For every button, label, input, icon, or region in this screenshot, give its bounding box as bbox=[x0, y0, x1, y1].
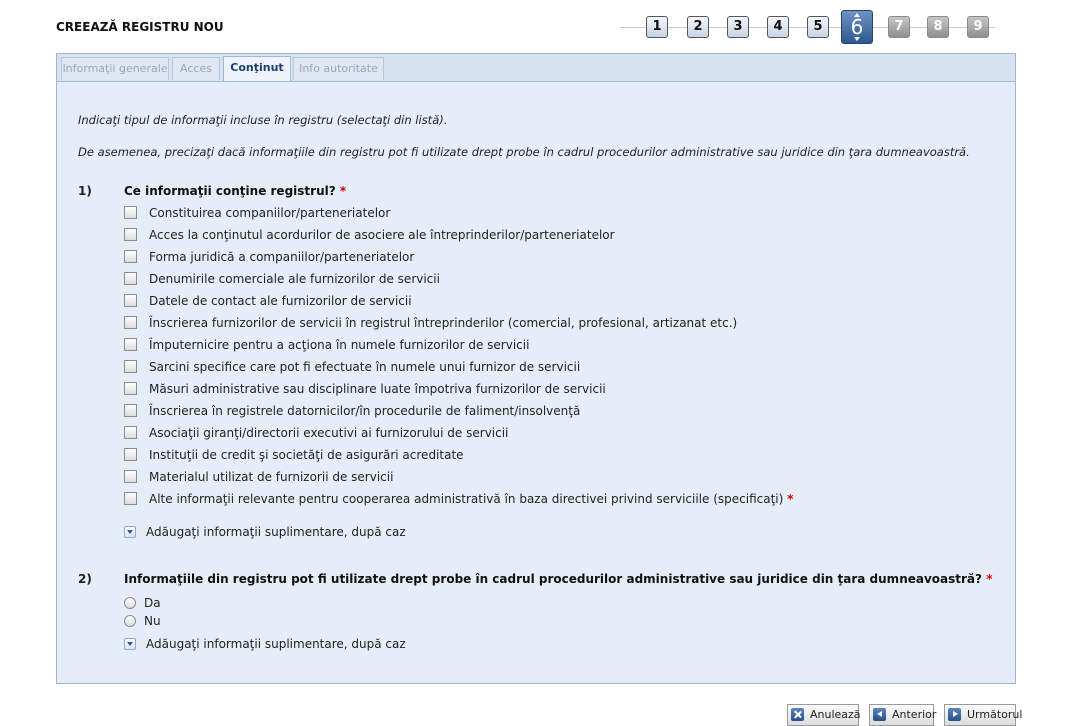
option-label: Sarcini specifice care pot fi efectuate în numele unui furnizor de servicii bbox=[149, 360, 581, 374]
checkbox[interactable] bbox=[124, 448, 137, 461]
question-1-text bbox=[124, 184, 346, 198]
required-marker: * bbox=[986, 572, 993, 586]
radio-button[interactable] bbox=[124, 597, 136, 609]
checkbox[interactable] bbox=[124, 426, 137, 439]
radio-button[interactable] bbox=[124, 615, 136, 627]
checkbox[interactable] bbox=[124, 250, 137, 263]
option-label: Forma juridică a companiilor/parteneriatelor bbox=[149, 250, 415, 264]
checkbox[interactable] bbox=[124, 404, 137, 417]
option-label: Materialul utilizat de furnizorii de servicii bbox=[149, 470, 394, 484]
checkbox[interactable] bbox=[124, 492, 137, 505]
required-marker: * bbox=[787, 492, 794, 506]
q1-option-11[interactable] bbox=[124, 426, 508, 442]
option-label: Denumirile comerciale ale furnizorilor de servicii bbox=[149, 272, 440, 286]
option-label: Acces la conţinutul acordurilor de asociere ale întreprinderilor/parteneriatelor bbox=[149, 228, 615, 242]
checkbox[interactable] bbox=[124, 272, 137, 285]
q1-option-2[interactable] bbox=[124, 228, 615, 244]
tab-access[interactable]: Acces bbox=[172, 57, 220, 80]
q1-option-13[interactable] bbox=[124, 470, 393, 486]
intro-text-2: De asemenea, precizaţi dacă informaţiile din registru pot fi utilizate drept probe în cadrul procedurilor administrative sau juridice din ţara dumneavoastră. bbox=[78, 145, 970, 159]
add-info-label: Adăugaţi informaţii suplimentare, după caz bbox=[146, 637, 406, 651]
next-button[interactable] bbox=[944, 704, 1023, 726]
option-label: Împuternicire pentru a acţiona în numele furnizorilor de servicii bbox=[149, 338, 530, 352]
page-title: CREEAZĂ REGISTRU NOU bbox=[56, 20, 224, 34]
option-label: Da bbox=[144, 596, 161, 610]
option-label: Datele de contact ale furnizorilor de servicii bbox=[149, 294, 412, 308]
tab-content[interactable]: Conţinut bbox=[223, 56, 291, 81]
required-marker: * bbox=[339, 184, 347, 198]
q1-option-10[interactable] bbox=[124, 404, 580, 420]
down-arrow-icon bbox=[854, 37, 860, 41]
step-2-button[interactable]: 2 bbox=[687, 16, 709, 38]
q2-option-yes[interactable] bbox=[124, 596, 161, 612]
option-label: Instituţii de credit şi societăţi de asigurări acreditate bbox=[149, 448, 464, 462]
question-2-text bbox=[124, 572, 992, 586]
up-arrow-icon bbox=[854, 13, 860, 17]
q1-add-info-toggle[interactable] bbox=[124, 525, 406, 539]
previous-label: Anterior bbox=[892, 708, 937, 721]
checkbox[interactable] bbox=[124, 360, 137, 373]
tab-general-info[interactable]: Informaţii generale bbox=[61, 57, 169, 80]
checkbox[interactable] bbox=[124, 228, 137, 241]
q2-option-no[interactable] bbox=[124, 614, 161, 630]
wizard-stepper bbox=[620, 8, 995, 48]
checkbox[interactable] bbox=[124, 316, 137, 329]
intro-text-1: Indicaţi tipul de informaţii incluse în registru (selectaţi din listă). bbox=[78, 113, 448, 127]
arrow-left-icon bbox=[873, 708, 886, 721]
q1-option-7[interactable] bbox=[124, 338, 529, 354]
q2-add-info-toggle[interactable] bbox=[124, 637, 406, 651]
q1-option-12[interactable] bbox=[124, 448, 464, 464]
add-info-label: Adăugaţi informaţii suplimentare, după caz bbox=[146, 525, 406, 539]
q1-option-3[interactable] bbox=[124, 250, 414, 266]
step-1-button[interactable]: 1 bbox=[646, 16, 668, 38]
checkbox[interactable] bbox=[124, 470, 137, 483]
step-4-button[interactable]: 4 bbox=[767, 16, 789, 38]
q1-option-8[interactable] bbox=[124, 360, 580, 376]
q1-option-9[interactable] bbox=[124, 382, 606, 398]
option-label: Măsuri administrative sau disciplinare luate împotriva furnizorilor de servicii bbox=[149, 382, 606, 396]
checkbox[interactable] bbox=[124, 294, 137, 307]
checkbox[interactable] bbox=[124, 382, 137, 395]
step-6-label: 6 bbox=[850, 15, 864, 39]
option-label: Alte informaţii relevante pentru cooperarea administrativă în baza directivei privind serviciile (specificaţi) bbox=[149, 492, 784, 506]
step-9-button: 9 bbox=[967, 16, 989, 38]
expand-icon[interactable] bbox=[124, 526, 136, 538]
checkbox[interactable] bbox=[124, 206, 137, 219]
step-8-button: 8 bbox=[927, 16, 949, 38]
step-7-button: 7 bbox=[888, 16, 910, 38]
expand-icon[interactable] bbox=[124, 638, 136, 650]
option-label: Înscrierea în registrele datornicilor/în procedurile de faliment/insolvenţă bbox=[149, 404, 581, 418]
cancel-label: Anulează bbox=[810, 708, 861, 721]
close-icon bbox=[791, 708, 804, 721]
q1-option-5[interactable] bbox=[124, 294, 412, 310]
arrow-right-icon bbox=[948, 708, 961, 721]
q1-option-4[interactable] bbox=[124, 272, 440, 288]
q1-option-6[interactable] bbox=[124, 316, 737, 332]
next-label: Următorul bbox=[967, 708, 1023, 721]
option-label: Constituirea companiilor/parteneriatelor bbox=[149, 206, 391, 220]
tab-bar bbox=[57, 54, 1015, 82]
previous-button[interactable] bbox=[869, 704, 937, 726]
question-1-number: 1) bbox=[78, 184, 92, 198]
step-6-current bbox=[841, 10, 873, 44]
q1-option-14[interactable] bbox=[124, 492, 793, 508]
option-label: Nu bbox=[144, 614, 161, 628]
step-5-button[interactable]: 5 bbox=[807, 16, 829, 38]
q1-option-1[interactable] bbox=[124, 206, 390, 222]
question-2-label: Informaţiile din registru pot fi utilizate drept probe în cadrul procedurilor administrative sau juridice din ţara dumneavoastră? bbox=[124, 572, 982, 586]
option-label: Înscrierea furnizorilor de servicii în registrul întreprinderilor (comercial, profesional, artizanat etc.) bbox=[149, 316, 738, 330]
checkbox[interactable] bbox=[124, 338, 137, 351]
step-3-button[interactable]: 3 bbox=[727, 16, 749, 38]
content-panel bbox=[56, 53, 1016, 684]
option-label: Asociaţii giranţi/directorii executivi ai furnizorului de servicii bbox=[149, 426, 509, 440]
question-1-label: Ce informaţii conţine registrul? bbox=[124, 184, 336, 198]
cancel-button[interactable] bbox=[787, 704, 859, 726]
question-2-number: 2) bbox=[78, 572, 92, 586]
tab-authority-info[interactable]: Info autoritate bbox=[293, 57, 384, 80]
